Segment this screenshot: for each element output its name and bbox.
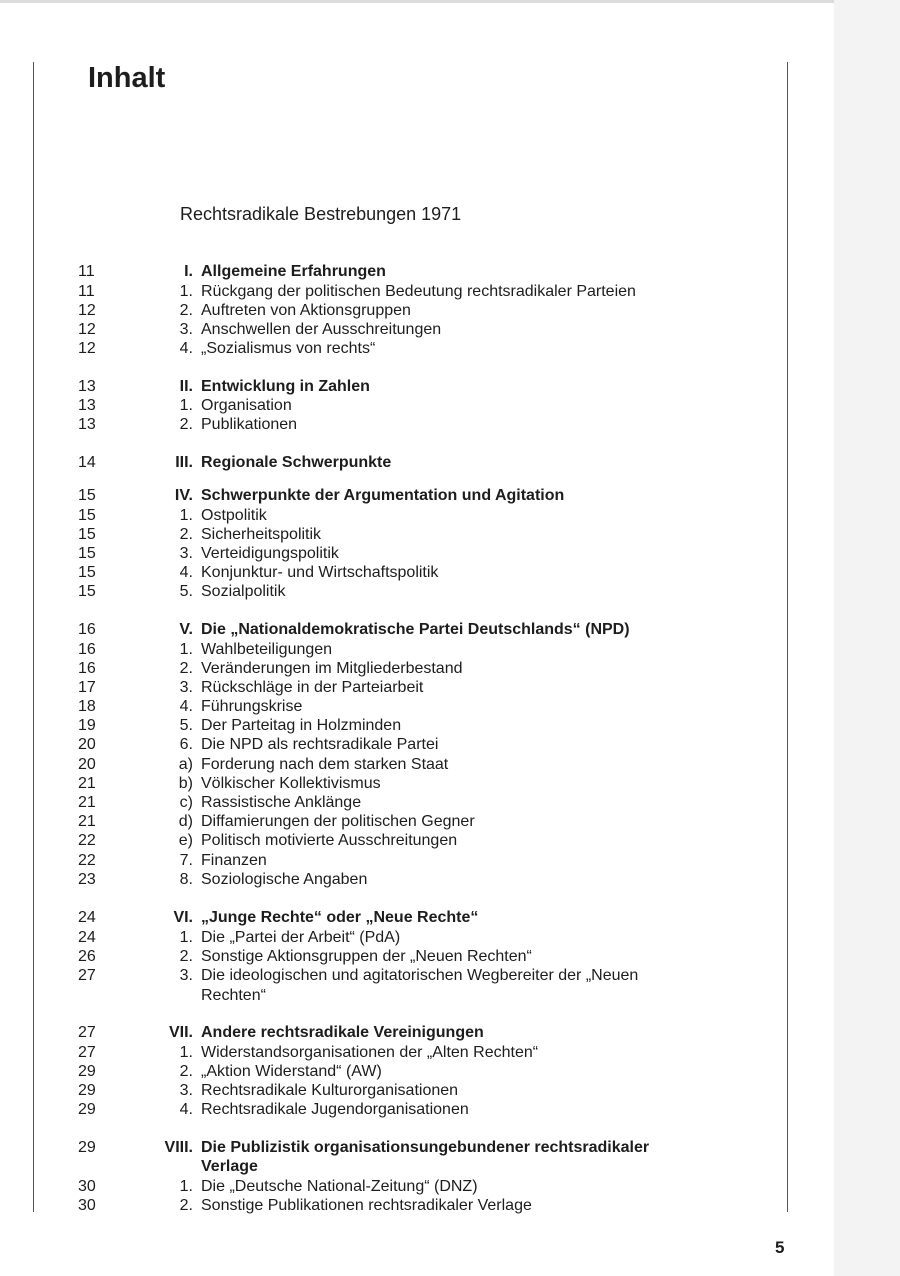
toc-section-row xyxy=(0,908,834,928)
toc-entry-row xyxy=(0,793,834,813)
toc-page-number: 20 xyxy=(78,756,96,773)
toc-item-number: III. xyxy=(175,454,193,471)
toc-item-title: Soziologische Angaben xyxy=(201,871,368,888)
toc-entry-row xyxy=(0,774,834,794)
toc-item-title: „Sozialismus von rechts“ xyxy=(201,340,376,357)
toc-item-number: 1. xyxy=(179,507,193,524)
toc-entry-row xyxy=(0,396,834,416)
scan-page-edge xyxy=(834,0,900,1276)
toc-item-number: 2. xyxy=(179,302,193,319)
toc-entry-row xyxy=(0,678,834,698)
toc-item-title: Politisch motivierte Ausschreitungen xyxy=(201,832,458,849)
toc-item-number: 6. xyxy=(179,736,193,753)
page-number: 5 xyxy=(775,1238,785,1257)
toc-entry-row xyxy=(0,582,834,602)
toc-item-number: 4. xyxy=(179,340,193,357)
toc-item-title: Rechten“ xyxy=(201,987,266,1004)
toc-item-title: Verteidigungspolitik xyxy=(201,545,339,562)
toc-entry-row xyxy=(0,1100,834,1120)
toc-item-title: Führungskrise xyxy=(201,698,303,715)
toc-item-number: 1. xyxy=(179,397,193,414)
toc-item-title: Die „Nationaldemokratische Partei Deutschlands“ (NPD) xyxy=(201,621,630,638)
toc-item-number: 8. xyxy=(179,871,193,888)
toc-page-number: 29 xyxy=(78,1063,96,1080)
toc-entry-row xyxy=(0,1062,834,1082)
toc-item-title: Schwerpunkte der Argumentation und Agitation xyxy=(201,487,565,504)
toc-item-number: b) xyxy=(178,775,193,792)
toc-page-number: 15 xyxy=(78,526,96,543)
toc-entry-row xyxy=(0,415,834,435)
toc-page-number: 11 xyxy=(78,263,95,280)
toc-page-number: 19 xyxy=(78,717,96,734)
toc-entry-row xyxy=(0,812,834,832)
toc-item-title: Sicherheitspolitik xyxy=(201,526,322,543)
toc-item-title: Sozialpolitik xyxy=(201,583,286,600)
toc-entry-row xyxy=(0,870,834,890)
toc-entry-row xyxy=(0,851,834,871)
toc-item-title: Die Publizistik organisationsungebundener rechtsradikaler xyxy=(201,1139,650,1156)
toc-section-row xyxy=(0,1023,834,1043)
toc-section-row xyxy=(0,1157,834,1177)
toc-item-title: Konjunktur- und Wirtschaftspolitik xyxy=(201,564,439,581)
toc-item-title: Entwicklung in Zahlen xyxy=(201,378,370,395)
toc-item-number: 2. xyxy=(179,948,193,965)
toc-page-number: 11 xyxy=(78,283,95,300)
toc-page-number: 22 xyxy=(78,832,96,849)
toc-item-number: c) xyxy=(179,794,193,811)
toc-page-number: 24 xyxy=(78,929,96,946)
toc-page-number: 21 xyxy=(78,813,96,830)
toc-page-number: 21 xyxy=(78,794,96,811)
toc-item-number: 3. xyxy=(179,1082,193,1099)
toc-page-number: 15 xyxy=(78,545,96,562)
toc-page-number: 27 xyxy=(78,1024,96,1041)
toc-item-title: Regionale Schwerpunkte xyxy=(201,454,392,471)
toc-item-number: 1. xyxy=(179,641,193,658)
toc-section-row xyxy=(0,1138,834,1158)
toc-section-row xyxy=(0,377,834,397)
toc-page-number: 15 xyxy=(78,583,96,600)
toc-page-number: 26 xyxy=(78,948,96,965)
toc-item-title: Völkischer Kollektivismus xyxy=(201,775,381,792)
toc-item-number: 4. xyxy=(179,564,193,581)
toc-item-title: „Aktion Widerstand“ (AW) xyxy=(201,1063,382,1080)
toc-page-number: 17 xyxy=(78,679,96,696)
toc-page-number: 13 xyxy=(78,397,96,414)
toc-entry-row xyxy=(0,339,834,359)
toc-entry-row xyxy=(0,1196,834,1216)
toc-entry-row xyxy=(0,506,834,526)
toc-item-number: VII. xyxy=(168,1024,193,1041)
section-subtitle: Rechtsradikale Bestrebungen 1971 xyxy=(180,204,462,224)
toc-section-row xyxy=(0,486,834,506)
toc-page-number: 29 xyxy=(78,1101,96,1118)
toc-item-title: Organisation xyxy=(201,397,292,414)
toc-item-number: 1. xyxy=(179,1178,193,1195)
toc-item-number: 2. xyxy=(179,1063,193,1080)
toc-page-number: 12 xyxy=(78,302,96,319)
toc-page-number: 15 xyxy=(78,507,96,524)
toc-page-number: 16 xyxy=(78,621,96,638)
toc-page-number: 15 xyxy=(78,564,96,581)
toc-item-title: „Junge Rechte“ oder „Neue Rechte“ xyxy=(201,909,479,926)
toc-item-number: 2. xyxy=(179,526,193,543)
toc-item-title: Veränderungen im Mitgliederbestand xyxy=(201,660,463,677)
toc-item-number: II. xyxy=(179,378,193,395)
toc-entry-row xyxy=(0,966,834,986)
toc-section-row xyxy=(0,453,834,473)
toc-page-number: 23 xyxy=(78,871,96,888)
toc-entry-row xyxy=(0,320,834,340)
toc-entry-row xyxy=(0,525,834,545)
toc-item-title: Wahlbeteiligungen xyxy=(201,641,333,658)
toc-entry-row xyxy=(0,755,834,775)
toc-page-number: 24 xyxy=(78,909,96,926)
toc-item-title: Auftreten von Aktionsgruppen xyxy=(201,302,411,319)
toc-item-number: I. xyxy=(184,263,193,280)
toc-item-number: 1. xyxy=(179,1044,193,1061)
toc-section-row xyxy=(0,620,834,640)
toc-page-number: 12 xyxy=(78,321,96,338)
toc-item-title: Verlage xyxy=(201,1158,258,1175)
toc-item-number: IV. xyxy=(174,487,193,504)
toc-item-number: 1. xyxy=(179,283,193,300)
toc-page-number: 18 xyxy=(78,698,96,715)
toc-entry-row xyxy=(0,1081,834,1101)
toc-item-title: Finanzen xyxy=(201,852,267,869)
toc-page-number: 22 xyxy=(78,852,96,869)
toc-entry-row xyxy=(0,947,834,967)
toc-page-number: 15 xyxy=(78,487,96,504)
toc-item-number: 4. xyxy=(179,1101,193,1118)
toc-entry-row xyxy=(0,716,834,736)
toc-item-title: Sonstige Aktionsgruppen der „Neuen Rechten“ xyxy=(201,948,532,965)
toc-item-number: a) xyxy=(178,756,193,773)
toc-page-number: 30 xyxy=(78,1178,96,1195)
toc-item-title: Der Parteitag in Holzminden xyxy=(201,717,402,734)
toc-item-title: Anschwellen der Ausschreitungen xyxy=(201,321,442,338)
toc-entry-row xyxy=(0,697,834,717)
toc-entry-row xyxy=(0,1177,834,1197)
toc-section-row xyxy=(0,262,834,282)
toc-item-title: Die ideologischen und agitatorischen Wegbereiter der „Neuen xyxy=(201,967,639,984)
toc-item-number: VIII. xyxy=(164,1139,193,1156)
toc-item-number: 5. xyxy=(179,583,193,600)
toc-item-title: Sonstige Publikationen rechtsradikaler Verlage xyxy=(201,1197,532,1214)
toc-page-number: 30 xyxy=(78,1197,96,1214)
toc-item-number: 7. xyxy=(179,852,193,869)
toc-item-title: Rechtsradikale Jugendorganisationen xyxy=(201,1101,469,1118)
toc-item-title: Diffamierungen der politischen Gegner xyxy=(201,813,475,830)
toc-page-number: 27 xyxy=(78,967,96,984)
toc-item-title: Ostpolitik xyxy=(201,507,267,524)
toc-item-number: 2. xyxy=(179,1197,193,1214)
toc-item-title: Publikationen xyxy=(201,416,298,433)
toc-entry-row xyxy=(0,282,834,302)
toc-item-number: 3. xyxy=(179,321,193,338)
toc-item-title: Rassistische Anklänge xyxy=(201,794,362,811)
toc-item-title: Rückschläge in der Parteiarbeit xyxy=(201,679,424,696)
page-title: Inhalt xyxy=(88,62,166,94)
toc-item-number: 3. xyxy=(179,545,193,562)
toc-entry-row xyxy=(0,659,834,679)
toc-item-title: Forderung nach dem starken Staat xyxy=(201,756,449,773)
toc-page-number: 20 xyxy=(78,736,96,753)
toc-item-title: Widerstandsorganisationen der „Alten Rechten“ xyxy=(201,1044,539,1061)
toc-entry-row xyxy=(0,831,834,851)
toc-item-number: 3. xyxy=(179,679,193,696)
toc-page-number: 29 xyxy=(78,1139,96,1156)
toc-page-number: 12 xyxy=(78,340,96,357)
toc-item-number: VI. xyxy=(173,909,193,926)
toc-item-number: 2. xyxy=(179,416,193,433)
toc-item-number: 1. xyxy=(179,929,193,946)
toc-page-number: 16 xyxy=(78,660,96,677)
toc-item-number: 3. xyxy=(179,967,193,984)
toc-item-title: Allgemeine Erfahrungen xyxy=(201,263,386,280)
toc-entry-row xyxy=(0,928,834,948)
toc-page-number: 21 xyxy=(78,775,96,792)
toc-page-number: 14 xyxy=(78,454,96,471)
toc-item-number: V. xyxy=(179,621,193,638)
toc-item-number: 5. xyxy=(179,717,193,734)
toc-entry-row xyxy=(0,544,834,564)
toc-item-number: 2. xyxy=(179,660,193,677)
toc-item-title: Rechtsradikale Kulturorganisationen xyxy=(201,1082,459,1099)
toc-entry-row xyxy=(0,986,834,1006)
toc-page-number: 16 xyxy=(78,641,96,658)
toc-page-number: 13 xyxy=(78,416,96,433)
toc-item-number: d) xyxy=(178,813,193,830)
toc-entry-row xyxy=(0,1043,834,1063)
toc-item-title: Die NPD als rechtsradikale Partei xyxy=(201,736,439,753)
toc-item-title: Die „Deutsche National-Zeitung“ (DNZ) xyxy=(201,1178,478,1195)
toc-item-title: Die „Partei der Arbeit“ (PdA) xyxy=(201,929,401,946)
toc-entry-row xyxy=(0,563,834,583)
toc-item-number: 4. xyxy=(179,698,193,715)
toc-page-number: 29 xyxy=(78,1082,96,1099)
toc-entry-row xyxy=(0,735,834,755)
toc-entry-row xyxy=(0,301,834,321)
toc-item-title: Rückgang der politischen Bedeutung rechtsradikaler Parteien xyxy=(201,283,636,300)
toc-page-number: 27 xyxy=(78,1044,96,1061)
toc-entry-row xyxy=(0,640,834,660)
toc-item-title: Andere rechtsradikale Vereinigungen xyxy=(201,1024,484,1041)
toc-item-number: e) xyxy=(178,832,193,849)
toc-page-number: 13 xyxy=(78,378,96,395)
